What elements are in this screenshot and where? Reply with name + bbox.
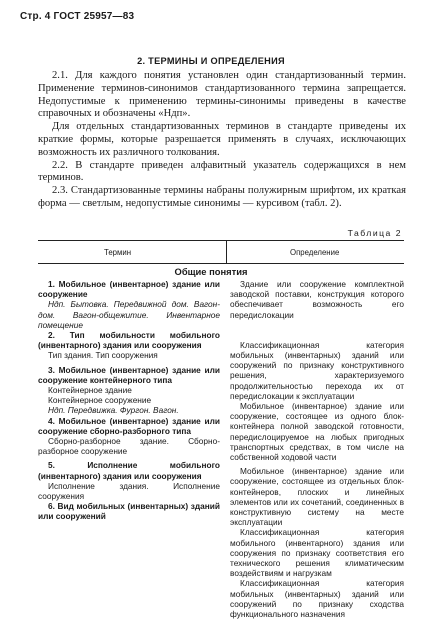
term-entry: 2. Тип мобильности мобильного (инвентарного) здания или сооружения	[38, 330, 220, 351]
intro-paragraph: 2.1. Для каждого понятия установлен один стандартизованный термин. Применение терминов-синонимов стандартизованного термина запрещается. Недопустимые к применению термины-синонимы приведены в качестве справочных и обозначены «Ндп».	[38, 70, 406, 120]
term-entry: 4. Мобильное (инвентарное) здание или сооружение сборно-разборного типа	[38, 415, 220, 436]
definition-text: Мобильное (инвентарное) здание или сооружение, состоящее из одного блок-контейнера полной заводской готовности, передислоцируемое на любых пригодных транспортных средствах, в том числе на собственной ходовой части	[230, 401, 404, 463]
column-header-definition: Определение	[290, 248, 340, 257]
term-entry: 6. Вид мобильных (инвентарных) зданий или сооружений	[38, 501, 220, 522]
term-short-form: Контейнерное здание	[48, 385, 132, 396]
term-short-form: Исполнение здания. Исполнение сооружения	[38, 480, 220, 502]
column-header-term: Термин	[104, 248, 132, 257]
section-title: 2. ТЕРМИНЫ И ОПРЕДЕЛЕНИЯ	[137, 56, 285, 66]
term-entry: 1. Мобильное (инвентарное) здание или сооружение	[38, 279, 220, 300]
intro-text	[38, 70, 406, 211]
table-header-rule	[38, 263, 404, 264]
intro-paragraph: Для отдельных стандартизованных терминов в стандарте приведены их краткие формы, которые разрешается применять в случаях, исключающих возможность их различного толкования.	[38, 121, 406, 158]
definition-text: Классификационная категория мобильных (инвентарных) зданий или сооружений по признаку сходства функционального назначения	[230, 578, 404, 620]
terms-column	[38, 279, 220, 522]
definition-text: Классификационная категория мобильных (инвентарных) зданий или сооружений по признаку конструктивного решения, характеризуемого продолжительностью перехода их от передислокации к эксплуатации	[230, 339, 404, 401]
term-synonym: Ндп. Передвижка. Фургон. Вагон.	[48, 405, 179, 416]
group-title: Общие понятия	[174, 266, 248, 277]
term-short-form: Тип здания. Тип сооружения	[48, 350, 158, 361]
definition-text: Здание или сооружение комплектной заводской поставки, конструкция которого обеспечивает возможность его передислокации	[230, 279, 404, 320]
term-short-form: Контейнерное сооружение	[48, 395, 152, 406]
table-top-rule	[38, 240, 404, 241]
term-entry: 3. Мобильное (инвентарное) здание или сооружение контейнерного типа	[38, 364, 220, 385]
table-caption: Таблица 2	[347, 228, 402, 238]
intro-paragraph: 2.2. В стандарте приведен алфавитный указатель содержащихся в нем терминов.	[38, 159, 406, 184]
term-short-form: Сборно-разборное здание. Сборно-разборное сооружение	[38, 436, 220, 457]
page-header: Стр. 4 ГОСТ 25957—83	[20, 11, 135, 22]
table-column-divider	[226, 241, 227, 264]
definitions-column	[230, 279, 404, 619]
intro-paragraph: 2.3. Стандартизованные термины набраны полужирным шрифтом, их краткая форма — светлым, недопустимые синонимы — курсивом (табл. 2).	[38, 185, 406, 209]
term-synonym: Ндп. Бытовка. Передвижной дом. Вагон-дом. Вагон-общежитие. Инвентарное помещение	[38, 299, 220, 330]
term-entry: 5. Исполнение мобильного (инвентарного) здания или сооружения	[38, 460, 220, 481]
definition-text: Классификационная категория мобильного (инвентарного) здания или сооружения по признаку соответствия его технического решения климатическим воздействиям и нагрузкам	[230, 527, 404, 579]
definition-text: Мобильное (инвентарное) здание или сооружение, состоящее из отдельных блок-контейнеров, плоских и линейных элементов или их сочетаний, соединенных в конструктивную систему на месте эксплуатации	[230, 466, 404, 528]
